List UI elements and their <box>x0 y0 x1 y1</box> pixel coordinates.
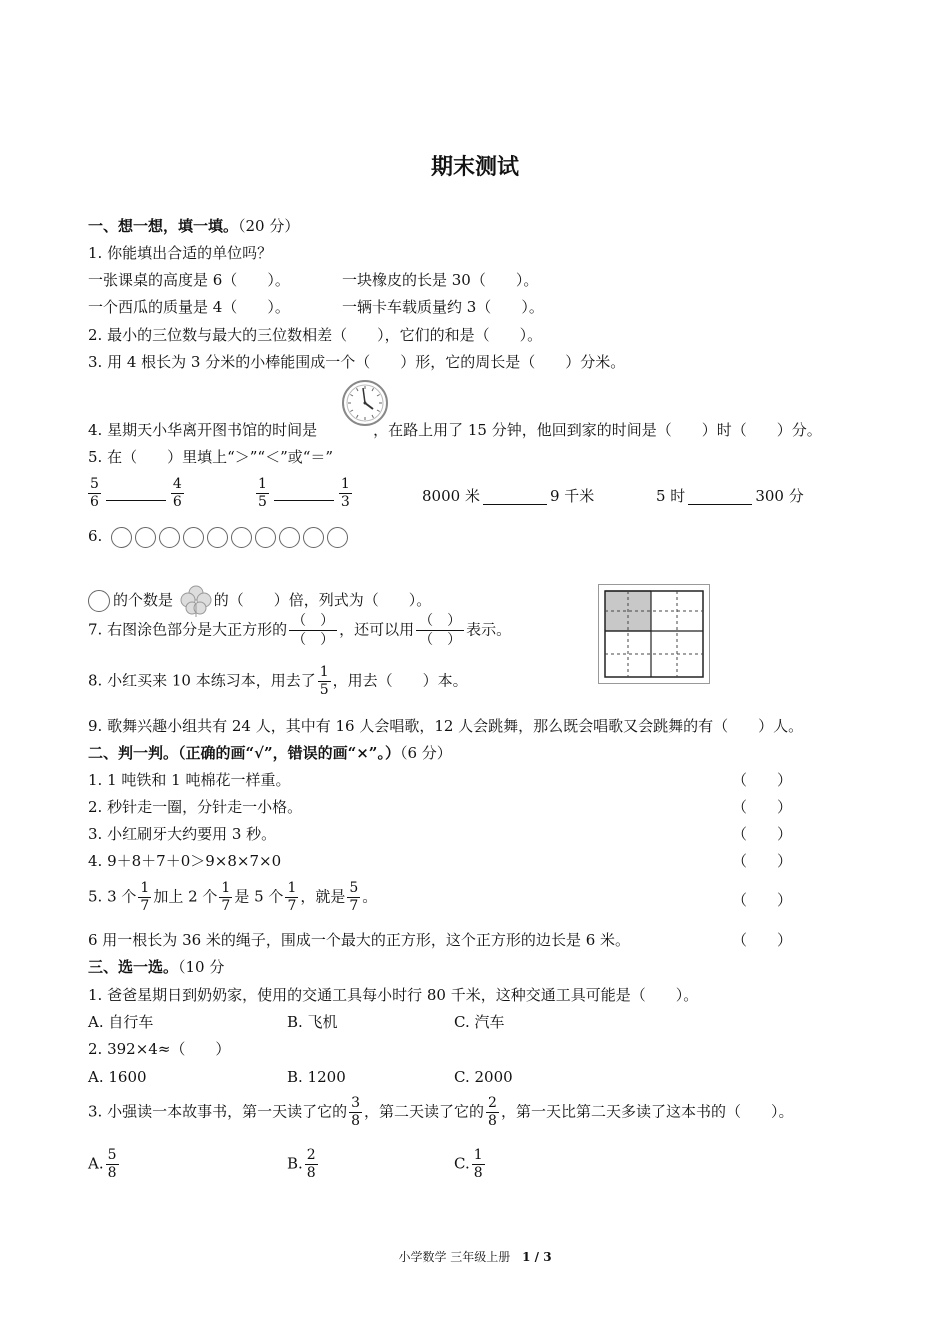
circle-icon <box>327 527 348 548</box>
circle-icon <box>111 527 132 548</box>
s2-item-5: 5. 3 个 $\frac{1}{7}$ 加上 2 个 $\frac{1}{7}$ 是 5 个 $\frac{1}{7}$ ，就是 $\frac{5}{7}$ 。 <box>88 880 378 914</box>
section1-score: （20 分） <box>238 217 300 235</box>
fraction: $\frac{5}{6}$ <box>90 476 99 510</box>
section3-score: （10 分 <box>178 958 225 976</box>
s1-q6-label: 6. <box>88 527 103 545</box>
fraction: $\frac{1}{3}$ <box>340 476 350 510</box>
s3-q3-opt-c[interactable]: C. $\frac{1}{8}$ <box>454 1147 483 1181</box>
page-number: 1 / 3 <box>522 1250 552 1264</box>
s1-q5-compare-1 <box>86 476 186 511</box>
fraction: $\frac{4}{6}$ <box>172 476 182 510</box>
answer-blank[interactable] <box>688 490 752 505</box>
square-grid-figure <box>598 584 710 684</box>
s1-q5: 5. 在（ ）里填上“＞”“＜”或“＝” <box>88 448 334 466</box>
circle-icon <box>207 527 228 548</box>
circle-icon <box>255 527 276 548</box>
fraction-blank[interactable]: $\frac{( )}{( )}$ <box>289 612 337 649</box>
s1-q1-d: 一辆卡车载质量约 3（ ）。 <box>342 298 544 316</box>
answer-paren[interactable]: （ ） <box>732 852 793 870</box>
s3-q2-opt-a[interactable]: A. 1600 <box>88 1068 147 1086</box>
s1-q4-pre: 4. 星期天小华离开图书馆的时间是 <box>88 421 318 439</box>
answer-paren[interactable]: （ ） <box>732 798 793 816</box>
circle-icon <box>159 527 180 548</box>
circle-icon <box>135 527 156 548</box>
s2-item-6: 6 用一根长为 36 米的绳子，围成一个最大的正方形，这个正方形的边长是 6 米。 <box>88 931 631 949</box>
s3-q3-opt-a[interactable]: A. $\frac{5}{8}$ <box>88 1147 117 1181</box>
circle-icon <box>231 527 252 548</box>
s1-q6-line: 的个数是 的（ ）倍，列式为（ ）。 <box>88 584 431 618</box>
s1-q5-compare-3: 8000 米 9 千米 <box>422 487 595 505</box>
answer-paren[interactable]: （ ） <box>732 891 793 909</box>
fraction: $\frac{1}{5}$ <box>258 476 267 510</box>
fraction: $\frac{1}{7}$ <box>140 880 150 914</box>
s1-q7: 7. 右图涂色部分是大正方形的 $\frac{( )}{( )}$ ，还可以用 $\frac{( )}{( )}$ 表示。 <box>88 613 512 648</box>
fraction: $\frac{3}{8}$ <box>351 1095 361 1129</box>
circle-icon <box>183 527 204 548</box>
s1-q1-b: 一块橡皮的长是 30（ ）。 <box>342 271 539 289</box>
fraction: $\frac{1}{8}$ <box>473 1147 483 1181</box>
s3-q3: 3. 小强读一本故事书，第一天读了它的 $\frac{3}{8}$ ，第二天读了它的 $\frac{2}{8}$ ，第一天比第二天多读了这本书的（ ）。 <box>88 1095 794 1129</box>
fraction: $\frac{5}{8}$ <box>107 1147 117 1181</box>
s2-item-2: 2. 秒针走一圈，分针走一小格。 <box>88 798 303 816</box>
s1-q1-intro: 1. 你能填出合适的单位吗？ <box>88 244 273 262</box>
s1-q5-compare-4: 5 时 300 分 <box>656 487 804 505</box>
s3-q3-opt-b[interactable]: B. $\frac{2}{8}$ <box>287 1147 316 1181</box>
page-title: 期末测试 <box>430 154 519 180</box>
s3-q1: 1. 爸爸星期日到奶奶家，使用的交通工具每小时行 80 千米，这种交通工具可能是（ ）。 <box>88 986 699 1004</box>
circle-icon <box>279 527 300 548</box>
fraction: $\frac{1}{5}$ <box>319 664 329 698</box>
fraction: $\frac{2}{8}$ <box>306 1147 316 1181</box>
section3-heading <box>88 957 224 977</box>
s1-q5-compare-2 <box>254 476 354 511</box>
fraction: $\frac{1}{7}$ <box>221 880 231 914</box>
section3-title: 三、选一选。 <box>88 958 179 976</box>
answer-blank[interactable] <box>483 490 547 505</box>
section1-heading <box>88 216 299 236</box>
answer-blank[interactable] <box>274 486 334 501</box>
s1-q1-a: 一张课桌的高度是 6（ ）。 <box>88 271 290 289</box>
fraction: $\frac{2}{8}$ <box>488 1095 497 1129</box>
s2-item-3: 3. 小红刷牙大约要用 3 秒。 <box>88 825 277 843</box>
page-footer <box>0 1248 950 1265</box>
section1-title: 一、想一想，填一填。 <box>88 217 239 235</box>
circle-row <box>111 527 351 545</box>
s1-q4-post: ，在路上用了 15 分钟，他回到家的时间是（ ）时（ ）分。 <box>373 421 822 439</box>
circle-icon <box>303 527 324 548</box>
s3-q2-opt-c[interactable]: C. 2000 <box>454 1068 513 1086</box>
answer-paren[interactable]: （ ） <box>732 825 793 843</box>
s2-item-1: 1. 1 吨铁和 1 吨棉花一样重。 <box>88 771 291 789</box>
s1-q8: 8. 小红买来 10 本练习本，用去了 $\frac{1}{5}$ ，用去（ ）本。 <box>88 664 468 698</box>
answer-paren[interactable]: （ ） <box>732 771 793 789</box>
s3-q2-opt-b[interactable]: B. 1200 <box>287 1068 346 1086</box>
s3-q2: 2. 392×4≈（ ） <box>88 1040 231 1058</box>
s3-q1-opt-c[interactable]: C. 汽车 <box>454 1013 505 1031</box>
s1-q4 <box>88 420 822 440</box>
answer-blank[interactable] <box>106 486 166 501</box>
footer-text: 小学数学 三年级上册 <box>398 1250 511 1264</box>
s1-q9: 9. 歌舞兴趣小组共有 24 人，其中有 16 人会唱歌，12 人会跳舞，那么既会唱歌又会跳舞的有（ ）人。 <box>88 717 804 735</box>
s3-q1-opt-a[interactable]: A. 自行车 <box>88 1013 154 1031</box>
section2-heading <box>88 743 452 763</box>
s1-q6 <box>88 526 351 548</box>
answer-paren[interactable]: （ ） <box>732 931 793 949</box>
fraction: $\frac{5}{7}$ <box>349 880 359 914</box>
fraction: $\frac{1}{7}$ <box>287 880 297 914</box>
s1-q2: 2. 最小的三位数与最大的三位数相差（ ），它们的和是（ ）。 <box>88 326 543 344</box>
s2-item-4: 4. 9＋8＋7＋0＞9×8×7×0 <box>88 852 282 870</box>
s1-q1-c: 一个西瓜的质量是 4（ ）。 <box>88 298 290 316</box>
section2-score: （6 分） <box>399 744 452 762</box>
section2-title: 二、判一判。（正确的画“√”，错误的画“×”。） <box>88 744 400 762</box>
fraction-blank[interactable]: $\frac{( )}{( )}$ <box>416 612 464 649</box>
circle-icon <box>88 590 110 612</box>
s3-q1-opt-b[interactable]: B. 飞机 <box>287 1013 338 1031</box>
s1-q3: 3. 用 4 根长为 3 分米的小棒能围成一个（ ）形，它的周长是（ ）分米。 <box>88 353 626 371</box>
